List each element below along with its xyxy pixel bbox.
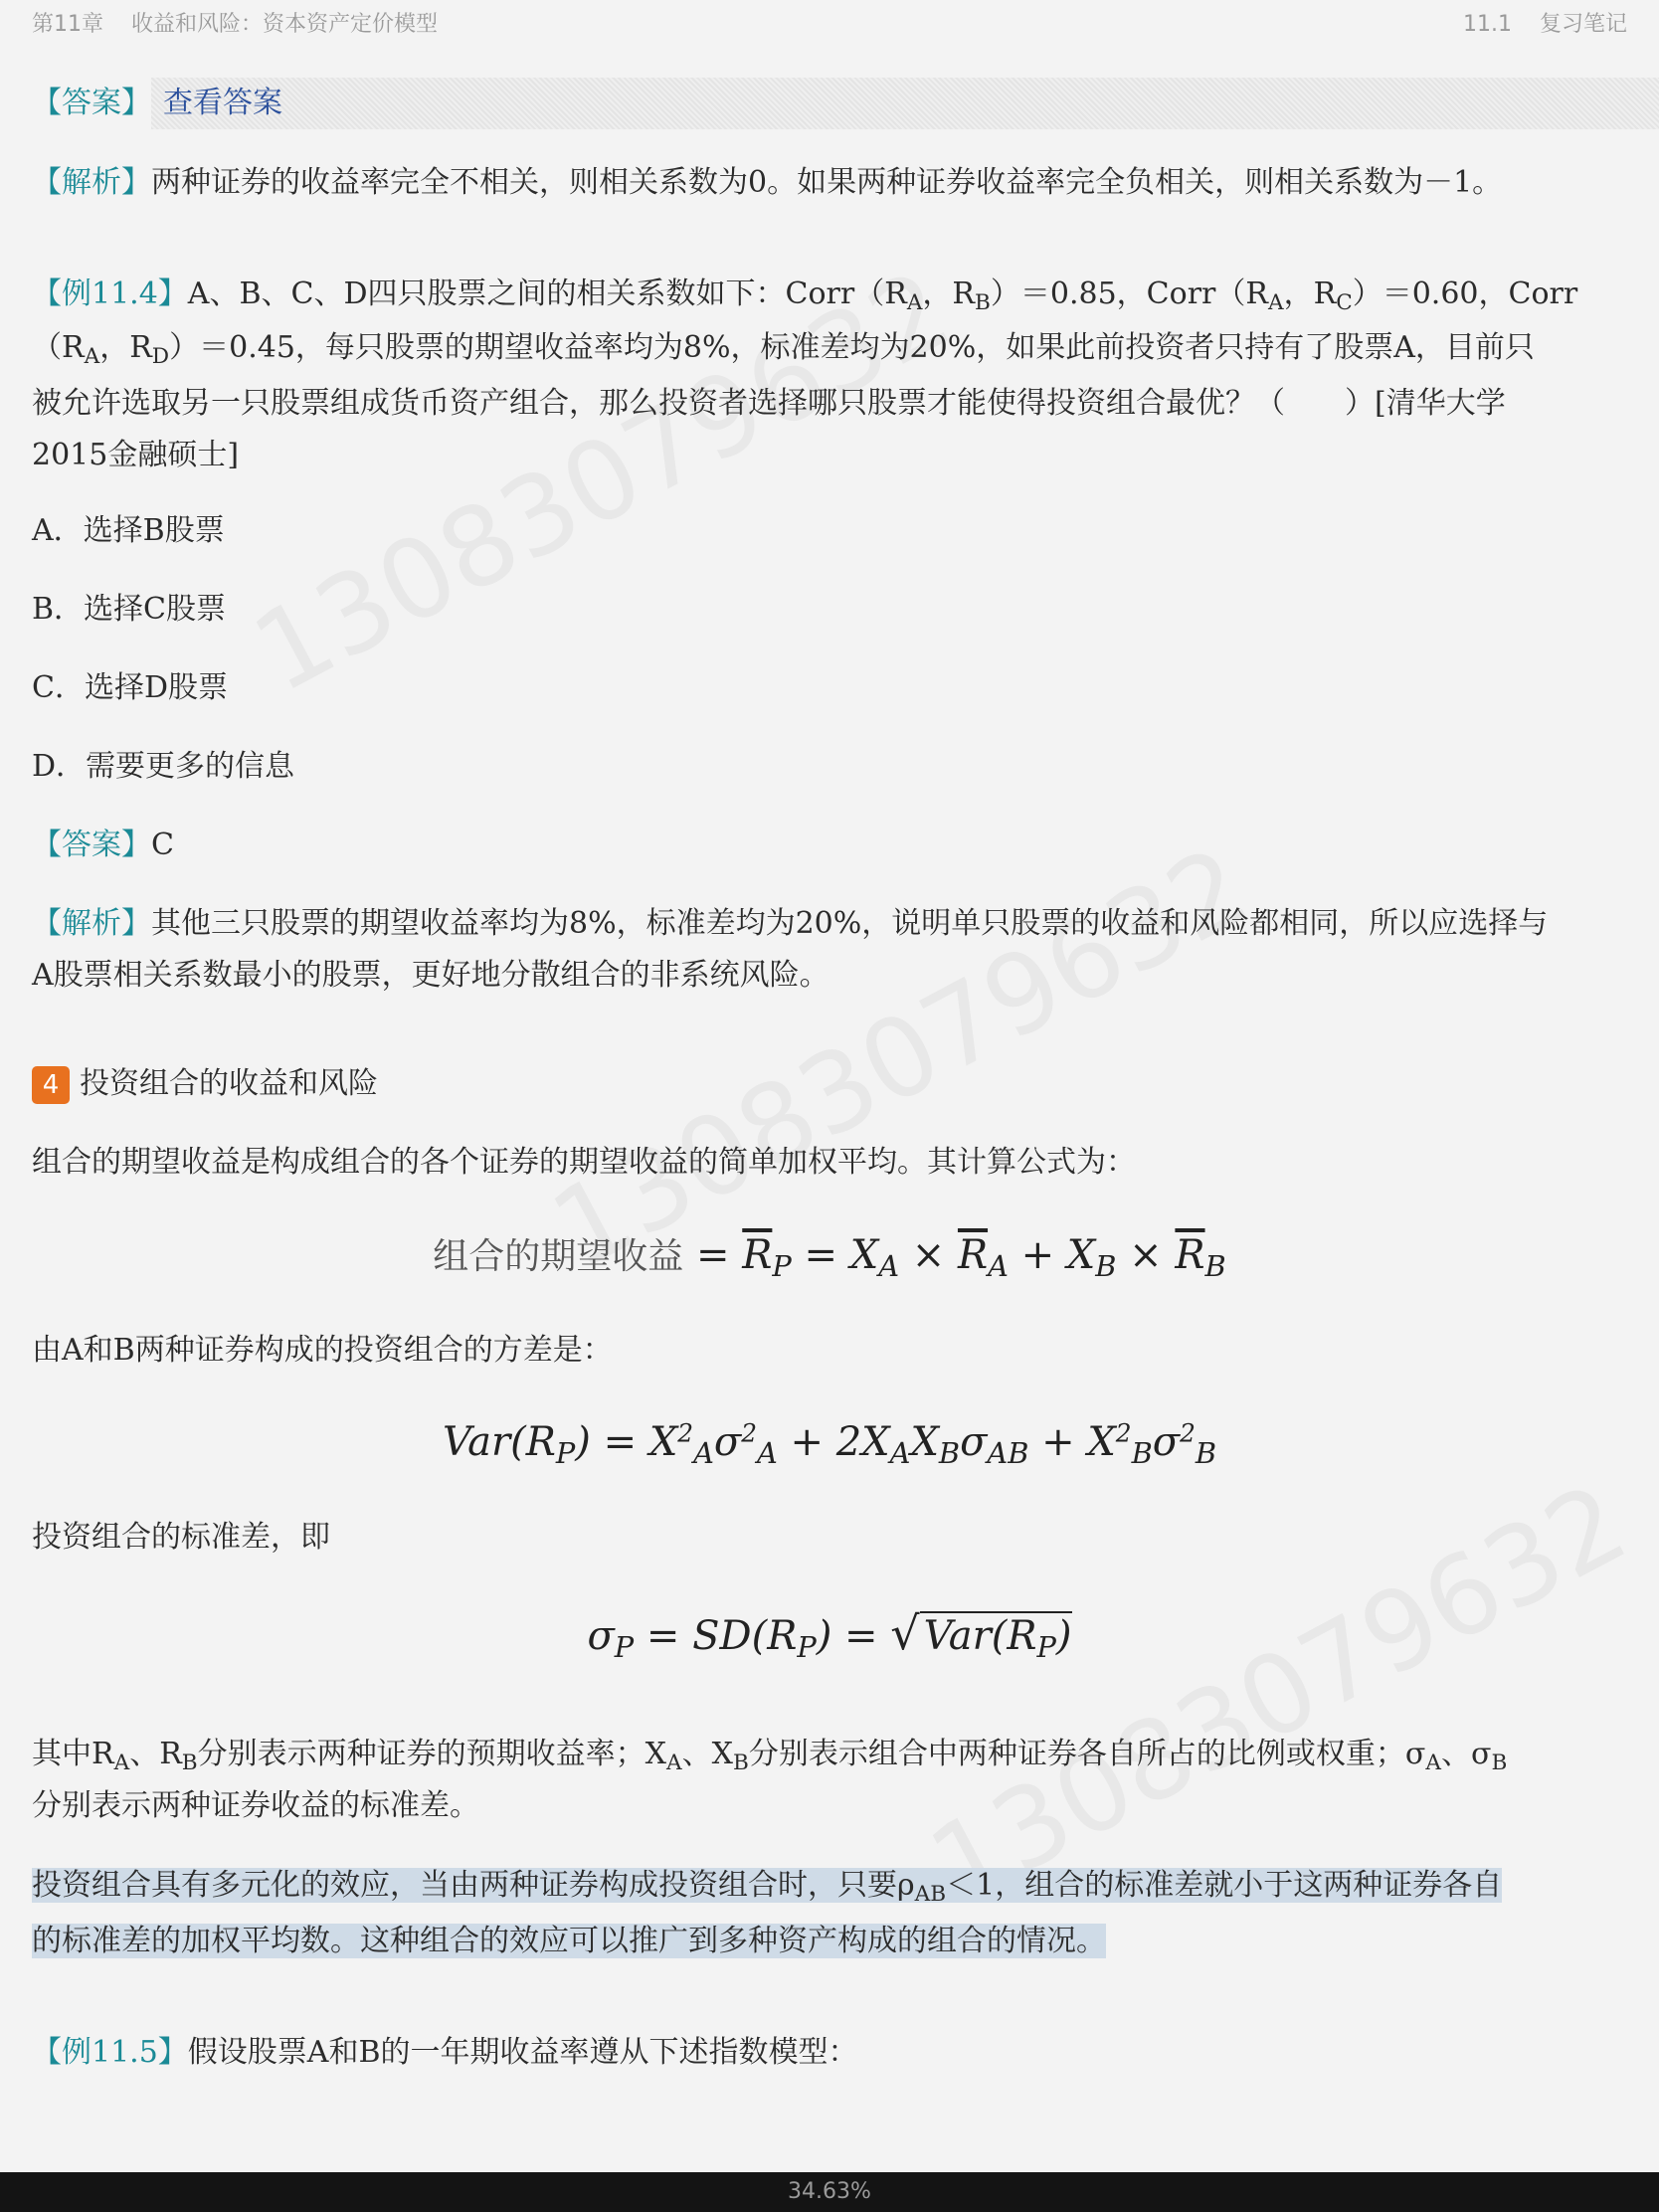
progress-percent: 34.63%: [788, 2179, 871, 2204]
analysis-tag: 【解析】: [32, 165, 151, 200]
formula-label: 组合的期望收益: [433, 1236, 684, 1277]
highlight-line2: [32, 1916, 1627, 1967]
explain-text: 、X: [681, 1737, 733, 1771]
header-section: [1463, 7, 1627, 38]
highlighted-text[interactable]: 的标准差的加权平均数。这种组合的效应可以推广到多种资产构成的组合的情况。: [32, 1924, 1106, 1958]
example-tag: 【例11.4】: [32, 276, 188, 311]
example-text: A、B、C、D四只股票之间的相关系数如下：Corr（R: [187, 276, 907, 311]
highlight-line1: [32, 1860, 1627, 1912]
example-text: ，R: [99, 330, 152, 365]
section-title: 复习笔记: [1539, 12, 1627, 37]
variance-formula: $Var(R_P) = X^2_A\sigma^2_A + 2X_AX_B\sigma_{AB} + X^2_B\sigma^2_B$: [442, 1418, 1217, 1471]
reading-progress-bar: [0, 2172, 1659, 2212]
subscript: A: [113, 1751, 130, 1776]
example-11-4-line2: [32, 322, 1627, 374]
subscript: A: [1425, 1751, 1441, 1776]
analysis-text: 两种证券的收益率完全不相关，则相关系数为0。如果两种证券收益率完全负相关，则相关系数为－1。: [151, 165, 1503, 200]
watermark: [532, 823, 1268, 1294]
option-a: A．选择B股票: [32, 513, 225, 548]
formula-expression: = $\overline{R}_P = X_A \times \overline{R}_A + X_B \times \overline{R}_B$: [696, 1232, 1226, 1284]
chapter-title: 收益和风险：资本资产定价模型: [131, 12, 439, 37]
explain-line2: 分别表示两种证券收益的标准差。: [32, 1788, 479, 1823]
option-c: C．选择D股票: [32, 670, 229, 705]
example-tag: 【例11.5】: [32, 2035, 188, 2070]
subscript: C: [1336, 290, 1353, 316]
portfolio-return-intro: 组合的期望收益是构成组合的各个证券的期望收益的简单加权平均。其计算公式为：: [32, 1145, 1136, 1180]
section-number-badge: 4: [32, 1066, 70, 1104]
highlighted-text[interactable]: [32, 1868, 1503, 1908]
example-text: ）＝0.85，Corr（R: [990, 276, 1268, 311]
subscript: B: [1491, 1751, 1508, 1776]
section-heading-title: 投资组合的收益和风险: [80, 1066, 378, 1101]
subscript: A: [906, 290, 923, 316]
sd-formula: $\sigma_P = SD(R_P)$ = √ $Var(R_P)$: [587, 1606, 1072, 1665]
example-text: 假设股票A和B的一年期收益率遵从下述指数模型：: [187, 2035, 858, 2070]
example-answer-row: [32, 820, 1627, 871]
subscript: D: [151, 344, 170, 370]
header-chapter: [32, 7, 438, 38]
section-number: 11.1: [1463, 12, 1512, 37]
view-answer-link[interactable]: 查看答案: [151, 78, 1659, 129]
explain-line1: [32, 1729, 1627, 1780]
sd-intro: 投资组合的标准差，即: [32, 1520, 330, 1555]
example-11-4-line1: [32, 269, 1627, 320]
answer-tag: 【答案】: [32, 828, 151, 862]
example-11-4-line3: 被允许选取另一只股票组成货币资产组合，那么投资者选择哪只股票才能使得投资组合最优？（ ）[清华大学: [32, 386, 1506, 421]
explain-text: 、σ: [1440, 1737, 1492, 1771]
explain-text: 、R: [129, 1737, 182, 1771]
explain-text: 分别表示组合中两种证券各自所占的比例或权重；σ: [748, 1737, 1426, 1771]
subscript: B: [733, 1751, 749, 1776]
subscript: B: [975, 290, 991, 316]
answer-row: [32, 78, 1627, 129]
example-11-5: [32, 2027, 1627, 2079]
highlight-text: ＜1，组合的标准差就小于这两种证券各自: [946, 1868, 1503, 1903]
answer-value: C: [151, 828, 174, 862]
analysis-tag: 【解析】: [32, 906, 151, 941]
section-heading: [32, 1062, 378, 1106]
page-header: [0, 0, 1659, 40]
expected-return-formula: [0, 1225, 1659, 1287]
variance-intro: 由A和B两种证券构成的投资组合的方差是：: [32, 1333, 613, 1368]
example-11-4-line4: 2015金融硕士]: [32, 438, 240, 472]
subscript: A: [84, 344, 100, 370]
highlight-text: 投资组合具有多元化的效应，当由两种证券构成投资组合时，只要ρ: [32, 1868, 915, 1903]
example-analysis-line1: [32, 898, 1627, 950]
example-text: （R: [32, 330, 85, 365]
explain-text: 分别表示两种证券的预期收益率；X: [197, 1737, 667, 1771]
subscript: A: [666, 1751, 682, 1776]
explain-text: 其中R: [32, 1737, 114, 1771]
example-analysis-line2: A股票相关系数最小的股票，更好地分散组合的非系统风险。: [32, 958, 830, 993]
example-text: ）＝0.45，每只股票的期望收益率均为8%，标准差均为20%，如果此前投资者只持有了股票A，目前只: [169, 330, 1535, 365]
answer-tag: 【答案】: [32, 86, 151, 120]
example-text: ，R: [1283, 276, 1337, 311]
analysis-row: [32, 157, 1627, 209]
subscript: AB: [914, 1882, 947, 1908]
example-text: ，R: [922, 276, 976, 311]
example-text: ）＝0.60，Corr: [1352, 276, 1578, 311]
subscript: A: [1267, 290, 1284, 316]
option-d: D．需要更多的信息: [32, 749, 295, 784]
option-b: B．选择C股票: [32, 592, 226, 627]
subscript: B: [181, 1751, 198, 1776]
chapter-number: 第11章: [32, 12, 103, 37]
analysis-text: 其他三只股票的期望收益率均为8%，标准差均为20%，说明单只股票的收益和风险都相同，所以应选择与: [151, 906, 1549, 941]
